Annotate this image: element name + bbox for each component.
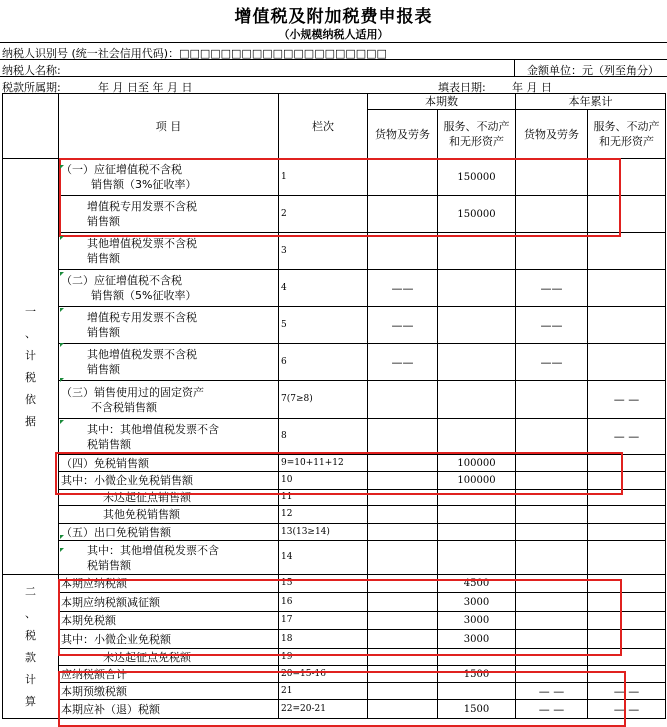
row-item-line: 其他增值税发票不含税 [87, 237, 197, 250]
row-column-code: 4 [279, 270, 368, 307]
row-value-c2[interactable] [438, 524, 516, 541]
row-value-c3[interactable] [516, 490, 588, 506]
row-value-c1[interactable] [368, 490, 438, 506]
row-value-c3[interactable] [516, 472, 588, 490]
row-item [59, 307, 279, 344]
row-column-code: 14 [279, 541, 368, 575]
row-item [59, 649, 279, 666]
row-column-code: 17 [279, 612, 368, 630]
table-row [3, 683, 666, 700]
row-value-c1[interactable] [368, 593, 438, 612]
row-value-c1[interactable] [368, 159, 438, 196]
row-column-code: 1 [279, 159, 368, 196]
row-value-c4[interactable] [588, 159, 666, 196]
header-current-period: 本期数 [368, 94, 516, 110]
table-row [3, 541, 666, 575]
row-value-c4[interactable]: — — [588, 381, 666, 419]
row-value-c1[interactable] [368, 381, 438, 419]
row-value-c3[interactable]: —— [516, 270, 588, 307]
row-item-line: 本期应纳税额 [61, 577, 127, 590]
row-value-c1[interactable]: —— [368, 270, 438, 307]
row-value-c3[interactable] [516, 419, 588, 455]
row-value-c3[interactable] [516, 506, 588, 524]
row-value-c3[interactable]: —— [516, 344, 588, 381]
cell-comment-marker [60, 420, 64, 424]
row-column-code: 6 [279, 344, 368, 381]
row-value-c1[interactable] [368, 666, 438, 683]
row-value-c2[interactable] [438, 490, 516, 506]
row-value-c3[interactable] [516, 575, 588, 593]
table-row [3, 419, 666, 455]
row-value-c4[interactable] [588, 612, 666, 630]
row-item-line: 本期免税额 [61, 614, 116, 627]
taxpayer-id-label: 纳税人识别号 (统一社会信用代码)：□□□□□□□□□□□□□□□□□□□□ [2, 47, 387, 60]
row-value-c2[interactable] [438, 649, 516, 666]
table-row [3, 307, 666, 344]
row-item [59, 419, 279, 455]
row-value-c4[interactable]: — — [588, 683, 666, 700]
period-label: 税款所属期: [2, 81, 61, 94]
table-row [3, 196, 666, 233]
row-column-code: 18 [279, 630, 368, 649]
row-item-line-2: 销售额 [87, 252, 120, 265]
row-value-c2[interactable]: 3000 [438, 612, 516, 630]
row-item-line-2: 税销售额 [87, 437, 131, 451]
row-column-code: 16 [279, 593, 368, 612]
header-goods-ytd: 货物及劳务 [516, 110, 588, 159]
row-value-c2[interactable] [438, 683, 516, 700]
table-row [3, 593, 666, 612]
cell-comment-marker [60, 272, 64, 276]
row-value-c2[interactable]: 100000 [438, 455, 516, 472]
tax-return-table [2, 93, 666, 719]
row-value-c2[interactable]: 3000 [438, 630, 516, 649]
row-item [59, 575, 279, 593]
row-item [59, 700, 279, 719]
row-value-c1[interactable] [368, 683, 438, 700]
table-row [3, 490, 666, 506]
header-item: 项 目 [59, 94, 279, 159]
table-row [3, 159, 666, 196]
row-value-c2[interactable]: 3000 [438, 593, 516, 612]
row-column-code: 3 [279, 233, 368, 270]
row-value-c2[interactable] [438, 381, 516, 419]
row-item-line: （五）出口免税销售额 [61, 525, 171, 539]
row-item-line-2: 销售额 [87, 363, 120, 376]
header-services-ytd: 服务、不动产和无形资产 [588, 110, 666, 159]
row-value-c2[interactable] [438, 233, 516, 270]
table-row [3, 270, 666, 307]
table-row [3, 233, 666, 270]
table-row [3, 455, 666, 472]
row-column-code: 13(13≥14) [279, 524, 368, 541]
header-rule-3 [0, 76, 667, 77]
row-value-c2[interactable] [438, 344, 516, 381]
row-value-c3[interactable]: — — [516, 683, 588, 700]
row-item [59, 524, 279, 541]
table-row [3, 524, 666, 541]
row-value-c3[interactable] [516, 381, 588, 419]
form-subtitle: （小规模纳税人适用） [278, 28, 389, 41]
row-item-line: 其中：小微企业免税销售额 [61, 474, 193, 487]
row-item [59, 683, 279, 700]
table-row [3, 344, 666, 381]
row-value-c1[interactable] [368, 506, 438, 524]
row-column-code: 19 [279, 649, 368, 666]
header-column: 栏次 [279, 94, 368, 159]
row-value-c2[interactable]: 150000 [438, 196, 516, 233]
row-item [59, 270, 279, 307]
row-item [59, 159, 279, 196]
row-item-line: 增值税专用发票不含税 [87, 311, 197, 324]
row-value-c1[interactable] [368, 472, 438, 490]
row-value-c3[interactable] [516, 233, 588, 270]
cell-comment-marker [60, 535, 64, 539]
row-item [59, 233, 279, 270]
row-value-c4[interactable]: — — [588, 700, 666, 719]
table-row [3, 472, 666, 490]
section-2-label: 二 、 税 款 计 算 [3, 575, 59, 719]
row-value-c4[interactable] [588, 455, 666, 472]
cell-comment-marker [60, 343, 64, 347]
row-value-c4[interactable] [588, 649, 666, 666]
section-1-label: 一 、 计 税 依 据 [3, 159, 59, 575]
row-value-c4[interactable] [588, 630, 666, 649]
row-item-line: 应纳税额合计 [61, 667, 127, 681]
row-item [59, 490, 279, 506]
row-item-line: （三）销售使用过的固定资产 [61, 385, 204, 399]
table-row [3, 575, 666, 593]
row-column-code: 8 [279, 419, 368, 455]
row-value-c4[interactable] [588, 233, 666, 270]
table-row [3, 700, 666, 719]
row-value-c1[interactable] [368, 700, 438, 719]
row-item-line-2: 销售额（3%征收率） [91, 178, 197, 191]
row-value-c3[interactable] [516, 630, 588, 649]
table-row [3, 649, 666, 666]
row-value-c3[interactable] [516, 666, 588, 683]
cell-comment-marker [60, 548, 64, 552]
taxpayer-name-label: 纳税人名称: [2, 64, 61, 77]
row-value-c2[interactable]: 4500 [438, 575, 516, 593]
row-value-c1[interactable]: —— [368, 344, 438, 381]
row-value-c3[interactable] [516, 455, 588, 472]
row-value-c2[interactable] [438, 541, 516, 575]
row-item-line: （二）应征增值税不含税 [61, 274, 182, 287]
row-column-code: 11 [279, 490, 368, 506]
row-value-c2[interactable]: 150000 [438, 159, 516, 196]
row-value-c1[interactable] [368, 630, 438, 649]
row-value-c1[interactable] [368, 612, 438, 630]
row-value-c3[interactable] [516, 196, 588, 233]
period-value: 年 月 日至 年 月 日 [98, 81, 193, 94]
header-rule-1 [0, 42, 667, 43]
row-value-c3[interactable] [516, 649, 588, 666]
row-item [59, 612, 279, 630]
row-value-c1[interactable] [368, 196, 438, 233]
header-year-total: 本年累计 [516, 94, 666, 110]
table-body [3, 159, 666, 719]
row-item [59, 541, 279, 575]
cell-comment-marker [60, 308, 64, 312]
amount-unit: 金额单位：元（列至角分） [527, 64, 659, 77]
row-item-line: 其中：小微企业免税额 [61, 632, 171, 646]
row-value-c2[interactable]: 1500 [438, 700, 516, 719]
row-item [59, 344, 279, 381]
row-value-c1[interactable] [368, 233, 438, 270]
row-column-code: 7(7≥8) [279, 381, 368, 419]
table-row [3, 612, 666, 630]
row-value-c4[interactable] [588, 307, 666, 344]
row-value-c1[interactable] [368, 524, 438, 541]
row-item-line-2: 税销售额 [87, 558, 131, 572]
row-value-c3[interactable] [516, 593, 588, 612]
row-column-code: 2 [279, 196, 368, 233]
header-goods: 货物及劳务 [368, 110, 438, 159]
row-item-line: 其他免税销售额 [103, 508, 180, 521]
row-column-code: 9=10+11+12 [279, 455, 368, 472]
row-value-c4[interactable] [588, 524, 666, 541]
header-services: 服务、不动产和无形资产 [438, 110, 516, 159]
row-column-code: 15 [279, 575, 368, 593]
row-item [59, 381, 279, 419]
row-item-line: （一）应征增值税不含税 [61, 163, 182, 176]
row-item-line: 未达起征点销售额 [103, 491, 191, 504]
row-value-c4[interactable] [588, 270, 666, 307]
fill-date-value: 年 月 日 [512, 81, 552, 94]
row-value-c3[interactable]: —— [516, 307, 588, 344]
row-value-c4[interactable] [588, 490, 666, 506]
row-item-line: 本期预缴税额 [61, 684, 127, 698]
row-value-c2[interactable]: 1500 [438, 666, 516, 683]
row-value-c3[interactable] [516, 541, 588, 575]
row-item-line: （四）免税销售额 [61, 456, 149, 470]
row-item-line: 本期应纳税额减征额 [61, 595, 160, 609]
row-column-code: 22=20-21 [279, 700, 368, 719]
row-item [59, 196, 279, 233]
row-item-line-2: 销售额 [87, 326, 120, 339]
row-column-code: 21 [279, 683, 368, 700]
row-value-c1[interactable] [368, 455, 438, 472]
row-item-line: 其中：其他增值税发票不含 [87, 543, 219, 557]
row-item-line: 其他增值税发票不含税 [87, 348, 197, 361]
row-value-c4[interactable]: — — [588, 419, 666, 455]
row-column-code: 12 [279, 506, 368, 524]
row-value-c4[interactable] [588, 196, 666, 233]
row-value-c2[interactable] [438, 506, 516, 524]
unit-divider [514, 59, 515, 76]
row-item-line-2: 销售额（5%征收率） [91, 289, 197, 302]
row-value-c2[interactable]: 100000 [438, 472, 516, 490]
row-item [59, 593, 279, 612]
row-value-c2[interactable] [438, 270, 516, 307]
row-value-c3[interactable]: — — [516, 700, 588, 719]
table-row [3, 666, 666, 683]
row-value-c4[interactable] [588, 541, 666, 575]
row-item-line-2: 不含税销售额 [91, 400, 157, 414]
row-value-c1[interactable] [368, 541, 438, 575]
fill-date-label: 填表日期: [438, 81, 486, 94]
row-item [59, 472, 279, 490]
row-value-c4[interactable] [588, 506, 666, 524]
row-value-c1[interactable]: —— [368, 307, 438, 344]
row-value-c3[interactable] [516, 612, 588, 630]
row-item-line: 其中：其他增值税发票不含 [87, 422, 219, 436]
row-item-line-2: 销售额 [87, 215, 120, 228]
row-item [59, 630, 279, 649]
cell-comment-marker [60, 165, 64, 169]
row-value-c2[interactable] [438, 307, 516, 344]
row-item [59, 455, 279, 472]
row-value-c4[interactable] [588, 344, 666, 381]
row-column-code: 10 [279, 472, 368, 490]
row-value-c4[interactable] [588, 666, 666, 683]
row-item-line: 本期应补（退）税额 [61, 702, 160, 716]
cell-comment-marker [60, 236, 64, 240]
row-value-c4[interactable] [588, 593, 666, 612]
row-column-code: 5 [279, 307, 368, 344]
table-row [3, 630, 666, 649]
row-value-c3[interactable] [516, 159, 588, 196]
row-item [59, 666, 279, 683]
row-item [59, 506, 279, 524]
row-value-c4[interactable] [588, 575, 666, 593]
table-row [3, 506, 666, 524]
row-value-c1[interactable] [368, 649, 438, 666]
row-item-line: 增值税专用发票不含税 [87, 200, 197, 213]
cell-comment-marker [60, 378, 64, 382]
row-item-line: 未达起征点免税额 [103, 650, 191, 664]
form-title: 增值税及附加税费申报表 [234, 7, 433, 27]
row-value-c4[interactable] [588, 472, 666, 490]
row-column-code: 20=15-16 [279, 666, 368, 683]
row-value-c3[interactable] [516, 524, 588, 541]
row-value-c1[interactable] [368, 575, 438, 593]
header-rule-2 [0, 59, 667, 60]
row-value-c2[interactable] [438, 419, 516, 455]
table-row [3, 381, 666, 419]
row-value-c1[interactable] [368, 419, 438, 455]
